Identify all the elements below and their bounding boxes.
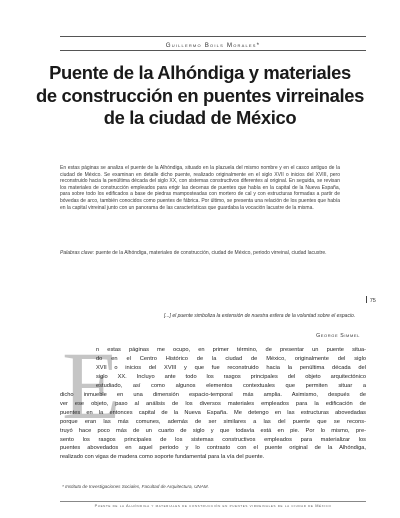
- title-line-3: de la ciudad de México: [103, 107, 297, 128]
- body-line: estudiado, así como algunos elementos contextuales que permiten situar a: [96, 382, 366, 389]
- body-line: siglo XX. Incluyo ante todo los rasgos principales del objeto arquitectónico: [96, 373, 366, 380]
- body-line: puentes en la entonces capital de la Nueva España. Me detengo en las estructuras abovedadas: [60, 409, 366, 416]
- abstract: En estas páginas se analiza el puente de la Alhóndiga, situado en la plazuela del mismo nombre y en el casco antiguo de la ciudad de México. Se examinan en detalle dicho puente, realizado originalmente en el siglo XVII o inicios del XVIII, pero reconstruido hacia la penúltima década del siglo XX, con sistemas constructivos diferentes al original. En seguida, se revisan los materiales de construcción empleados para erigir las decenas de puentes que había en la capital de la Nueva España, para sobre todo los edificados a base de piedras mamposteadas con mortero de cal y con estructuras formadas a partir de bóvedas de arco, también conocidos como puentes de fábrica. Por último, se presenta una relación de los puentes que había en la capital virreinal junto con un panorama de las características que guardaba la vocación lacustre de la misma.: [60, 165, 340, 211]
- footnote: * Instituto de Investigaciones Sociales, Facultad de Arquitectura, UNAM.: [62, 484, 209, 489]
- body-line: puentes abovedados en aquel periodo y lo contrasto con el puente original de la Alhóndiga,: [60, 445, 366, 452]
- author-rule: [60, 50, 366, 51]
- body-line: do en el Centro Histórico de la ciudad de México, originalmente del siglo: [96, 355, 366, 362]
- keywords-text: puente de la Alhóndiga, materiales de construcción, ciudad de México, periodo virreinal, ciudad lacustre.: [95, 250, 327, 256]
- drop-cap: E: [62, 332, 121, 439]
- title-line-2: de construcción en puentes virreinales: [35, 84, 365, 106]
- title-line-1: Puente de la Alhóndiga y materiales: [49, 62, 351, 83]
- body-line: truyó hace poco más de un cuarto de siglo y que todavía está en pie. Por lo mismo, pre-: [60, 427, 366, 434]
- footer-rule: [60, 501, 366, 502]
- epigraph-author: George Simmel: [316, 333, 360, 339]
- body-line: sento los rasgos principales de los sistemas constructivos empleados para materializar los: [60, 436, 366, 443]
- body-line: realizado con vigas de madera como soporte fundamental para la vía del puente.: [60, 454, 265, 461]
- body-line: dicho inmueble en una dimensión espacio-temporal más amplia. Asimismo, después de: [60, 391, 366, 398]
- body-line: XVII o inicios del XVIII y que fue reconstruido hacia la penúltima década del: [96, 364, 366, 371]
- running-footer: Puente de la Alhóndiga y materiales de construcción en puentes virreinales de la ciudad de México: [94, 503, 332, 508]
- body-line: porque eran las más comunes, además de ser similares a las del puente que se recons-: [60, 418, 366, 425]
- top-rule: [60, 36, 366, 37]
- keywords: [60, 250, 340, 257]
- body-text: [60, 346, 366, 462]
- article-title: [30, 62, 370, 130]
- page-number-text: 75: [369, 298, 376, 304]
- body-line: ver ese objeto, paso al análisis de los diversos materiales empleados para la edificación de: [60, 400, 366, 407]
- page-number-bar: [366, 296, 367, 303]
- keywords-label: Palabras clave:: [60, 250, 95, 256]
- epigraph: [...] el puente simboliza la extensión de nuestra esfera de la voluntad sobre el espacio.: [164, 313, 356, 319]
- author-name: Guillermo Boils Morales*: [165, 42, 261, 49]
- body-line: n estas páginas me ocupo, en primer término, de presentar un puente situa-: [96, 347, 366, 353]
- page-number: [366, 296, 376, 304]
